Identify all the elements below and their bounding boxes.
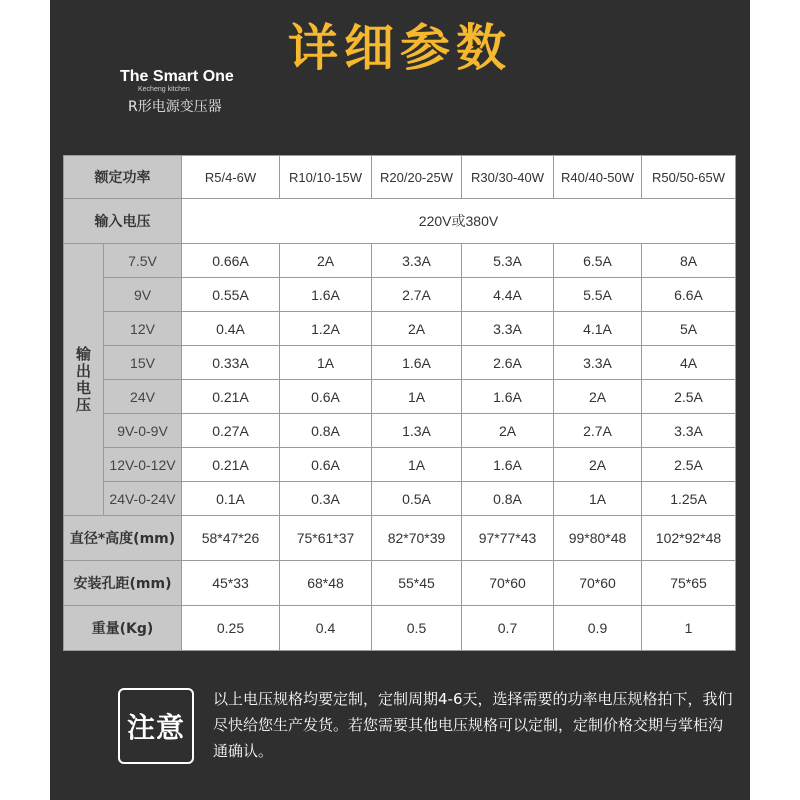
- output-label-char: 压: [75, 395, 91, 414]
- table-row: [64, 380, 736, 414]
- current-value: 5A: [642, 312, 736, 346]
- current-value: 8A: [642, 244, 736, 278]
- output-voltage: 24V: [104, 380, 182, 414]
- dimension-value: 97*77*43: [462, 516, 554, 561]
- hole-spacing-value: 68*48: [280, 561, 372, 606]
- current-value: 4.1A: [554, 312, 642, 346]
- dimension-value: 102*92*48: [642, 516, 736, 561]
- current-value: 1.3A: [372, 414, 462, 448]
- dimension-value: 82*70*39: [372, 516, 462, 561]
- table-row: [64, 156, 736, 199]
- current-value: 0.6A: [280, 380, 372, 414]
- current-value: 0.21A: [182, 380, 280, 414]
- current-value: 0.66A: [182, 244, 280, 278]
- current-value: 0.3A: [280, 482, 372, 516]
- dimension-label: 直径*高度(mm): [64, 516, 182, 561]
- current-value: 1.25A: [642, 482, 736, 516]
- table-row: [64, 346, 736, 380]
- current-value: 2A: [554, 448, 642, 482]
- current-value: 3.3A: [554, 346, 642, 380]
- output-label-char: 输: [75, 344, 91, 363]
- table-row: [64, 606, 736, 651]
- current-value: 2.5A: [642, 380, 736, 414]
- table-row: [64, 414, 736, 448]
- current-value: 2A: [280, 244, 372, 278]
- current-value: 0.4A: [182, 312, 280, 346]
- current-value: 6.5A: [554, 244, 642, 278]
- table-row: [64, 448, 736, 482]
- current-value: 0.33A: [182, 346, 280, 380]
- weight-value: 0.7: [462, 606, 554, 651]
- output-label-char: 电: [75, 378, 91, 397]
- page-title: 详细参数: [288, 19, 512, 77]
- dimension-value: 99*80*48: [554, 516, 642, 561]
- table-row: [64, 312, 736, 346]
- output-label-char: 出: [75, 361, 91, 380]
- current-value: 0.5A: [372, 482, 462, 516]
- current-value: 0.1A: [182, 482, 280, 516]
- spec-table: [63, 155, 736, 651]
- current-value: 2.7A: [554, 414, 642, 448]
- current-value: 0.8A: [462, 482, 554, 516]
- current-value: 2.5A: [642, 448, 736, 482]
- current-value: 1A: [280, 346, 372, 380]
- input-voltage-label: 输入电压: [64, 199, 182, 244]
- current-value: 2.7A: [372, 278, 462, 312]
- output-voltage: 12V: [104, 312, 182, 346]
- current-value: 1A: [554, 482, 642, 516]
- model-header: R40/40-50W: [554, 156, 642, 199]
- current-value: 1.6A: [462, 448, 554, 482]
- hole-spacing-label: 安装孔距(mm): [64, 561, 182, 606]
- current-value: 1A: [372, 380, 462, 414]
- dimension-value: 75*61*37: [280, 516, 372, 561]
- notice-text: 以上电压规格均要定制，定制周期4-6天，选择需要的功率电压规格拍下，我们尽快给您生产发货。若您需要其他电压规格可以定制，定制价格交期与掌柜沟通确认。: [213, 690, 733, 760]
- current-value: 3.3A: [462, 312, 554, 346]
- model-header: R50/50-65W: [642, 156, 736, 199]
- current-value: 6.6A: [642, 278, 736, 312]
- current-value: 0.55A: [182, 278, 280, 312]
- table-row: [64, 561, 736, 606]
- current-value: 0.21A: [182, 448, 280, 482]
- current-value: 3.3A: [372, 244, 462, 278]
- output-voltage: 15V: [104, 346, 182, 380]
- hole-spacing-value: 70*60: [462, 561, 554, 606]
- model-header: R20/20-25W: [372, 156, 462, 199]
- output-voltage-label: [64, 244, 104, 516]
- current-value: 4A: [642, 346, 736, 380]
- notice-badge: 注意: [118, 688, 194, 764]
- output-voltage: 12V-0-12V: [104, 448, 182, 482]
- model-header: R30/30-40W: [462, 156, 554, 199]
- table-row: [64, 244, 736, 278]
- model-header: R5/4-6W: [182, 156, 280, 199]
- current-value: 5.3A: [462, 244, 554, 278]
- weight-value: 0.5: [372, 606, 462, 651]
- product-name: R形电源变压器: [128, 99, 222, 115]
- output-voltage: 9V: [104, 278, 182, 312]
- current-value: 4.4A: [462, 278, 554, 312]
- current-value: 1.6A: [372, 346, 462, 380]
- table-row: [64, 278, 736, 312]
- power-label: 额定功率: [64, 156, 182, 199]
- input-voltage-value: 220V或380V: [182, 199, 736, 244]
- output-voltage: 7.5V: [104, 244, 182, 278]
- current-value: 2A: [372, 312, 462, 346]
- table-row: [64, 482, 736, 516]
- current-value: 3.3A: [642, 414, 736, 448]
- weight-label: 重量(Kg): [64, 606, 182, 651]
- current-value: 2A: [554, 380, 642, 414]
- current-value: 0.6A: [280, 448, 372, 482]
- hole-spacing-value: 55*45: [372, 561, 462, 606]
- current-value: 1A: [372, 448, 462, 482]
- weight-value: 1: [642, 606, 736, 651]
- current-value: 1.6A: [462, 380, 554, 414]
- weight-value: 0.25: [182, 606, 280, 651]
- weight-value: 0.4: [280, 606, 372, 651]
- current-value: 1.2A: [280, 312, 372, 346]
- model-header: R10/10-15W: [280, 156, 372, 199]
- dimension-value: 58*47*26: [182, 516, 280, 561]
- table-row: [64, 516, 736, 561]
- brand-logo: [120, 68, 234, 116]
- current-value: 2A: [462, 414, 554, 448]
- table-row: [64, 199, 736, 244]
- hole-spacing-value: 75*65: [642, 561, 736, 606]
- hole-spacing-value: 70*60: [554, 561, 642, 606]
- hole-spacing-value: 45*33: [182, 561, 280, 606]
- brand-subtitle: Kecheng kitchen: [138, 86, 190, 93]
- output-voltage: 9V-0-9V: [104, 414, 182, 448]
- current-value: 0.27A: [182, 414, 280, 448]
- weight-value: 0.9: [554, 606, 642, 651]
- brand-name: The Smart One: [120, 68, 234, 85]
- current-value: 5.5A: [554, 278, 642, 312]
- current-value: 2.6A: [462, 346, 554, 380]
- current-value: 0.8A: [280, 414, 372, 448]
- current-value: 1.6A: [280, 278, 372, 312]
- output-voltage: 24V-0-24V: [104, 482, 182, 516]
